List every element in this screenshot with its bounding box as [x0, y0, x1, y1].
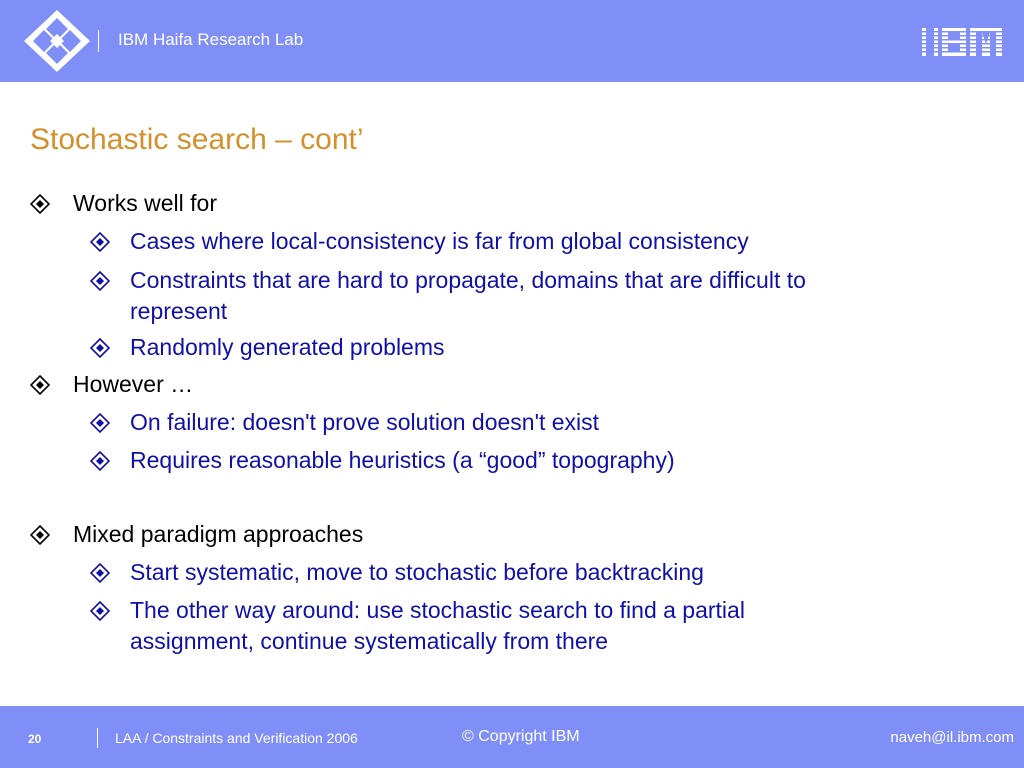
bullet-text: Cases where local-consistency is far from global consistency — [130, 228, 749, 254]
bullet-text: Randomly generated problems — [130, 334, 445, 360]
diamond-bullet-icon — [90, 232, 110, 252]
slide-title: Stochastic search – cont’ — [30, 123, 364, 156]
bullet-text: Constraints that are hard to propagate, domains that are difficult to — [130, 267, 806, 293]
slide-footer — [0, 706, 1024, 768]
bullet-text: However … — [73, 371, 194, 397]
bullet-text: Mixed paradigm approaches — [73, 521, 364, 547]
diamond-bullet-icon — [90, 338, 110, 358]
header-lab-name: IBM Haifa Research Lab — [118, 30, 304, 49]
bullet-text: assignment, continue systematically from there — [130, 628, 609, 654]
diamond-bullet-icon — [30, 194, 50, 214]
bullet-text: The other way around: use stochastic search to find a partial — [130, 597, 745, 623]
footer-copyright: © Copyright IBM — [462, 728, 580, 745]
diamond-bullet-icon — [30, 375, 50, 395]
bullet-text: On failure: doesn't prove solution doesn't exist — [130, 409, 600, 435]
bullet-text: Requires reasonable heuristics (a “good” topography) — [130, 447, 675, 473]
bullet-text: Works well for — [73, 190, 217, 216]
footer-course: LAA / Constraints and Verification 2006 — [115, 730, 358, 746]
diamond-bullet-icon — [30, 525, 50, 545]
diamond-bullet-icon — [90, 271, 110, 291]
bullet-text: represent — [130, 298, 228, 324]
diamond-bullet-icon — [90, 451, 110, 471]
diamond-bullet-icon — [90, 413, 110, 433]
diamond-bullet-icon — [90, 563, 110, 583]
bullet-text: Start systematic, move to stochastic before backtracking — [130, 559, 704, 585]
page-number: 20 — [28, 732, 42, 746]
diamond-bullet-icon — [90, 601, 110, 621]
footer-email: naveh@il.ibm.com — [890, 729, 1014, 746]
footer-separator — [97, 728, 98, 748]
